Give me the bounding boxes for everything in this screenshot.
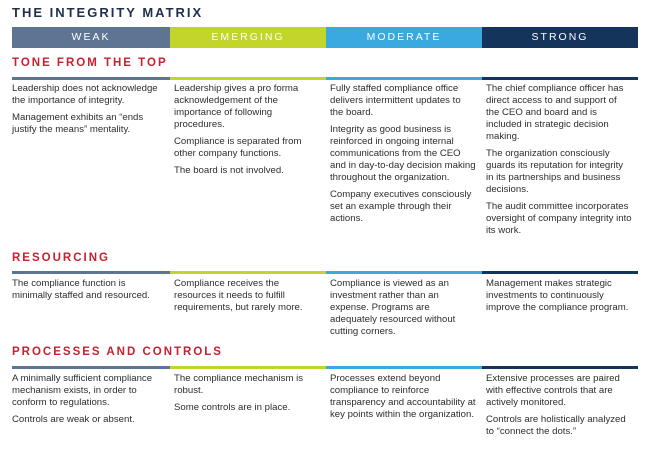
cell-processes-weak xyxy=(12,373,170,443)
cell-text: Leadership gives a pro forma acknowledgement of the importance of following procedures. xyxy=(174,83,299,130)
cell-text: Extensive processes are paired with effective controls that are actively monitored. xyxy=(486,373,620,408)
cell-text: Fully staffed compliance office delivers intermittent updates to the board. xyxy=(330,83,461,118)
cell-resourcing-emerging xyxy=(170,278,326,343)
cell-text: Compliance is viewed as an investment rather than an expense. Programs are adequately resourced without cutting corners. xyxy=(330,278,456,337)
cell-text: Leadership does not acknowledge the importance of integrity. xyxy=(12,83,158,106)
cell-text: The organization consciously guards its reputation for integrity in its partnerships and business decisions. xyxy=(486,148,624,195)
section-rule-resourcing xyxy=(12,271,638,274)
cell-text: Integrity as good business is reinforced in ongoing internal communications from the CEO and in day-to-day decision making throughout the organization. xyxy=(330,124,476,183)
section-title-resourcing: RESOURCING xyxy=(12,252,110,264)
cell-text: Management exhibits an “ends justify the means” mentality. xyxy=(12,112,144,135)
cell-resourcing-moderate xyxy=(326,278,482,343)
column-header-moderate: MODERATE xyxy=(326,27,482,48)
cell-text: The compliance function is minimally staffed and resourced. xyxy=(12,278,150,301)
cell-tone-strong xyxy=(482,83,638,242)
cell-text: Company executives consciously set an example through their actions. xyxy=(330,189,472,224)
cell-text: The board is not involved. xyxy=(174,165,284,176)
cell-text: Compliance receives the resources it needs to fulfill requirements, but rarely more. xyxy=(174,278,303,313)
cell-processes-moderate xyxy=(326,373,482,443)
column-header-strong: STRONG xyxy=(482,27,638,48)
cell-resourcing-strong xyxy=(482,278,638,343)
page-title: THE INTEGRITY MATRIX xyxy=(12,5,204,20)
column-header-emerging: EMERGING xyxy=(170,27,326,48)
cell-text: Controls are holistically analyzed to “connect the dots.” xyxy=(486,414,626,437)
section-rule-processes xyxy=(12,366,638,369)
cell-tone-weak xyxy=(12,83,170,242)
cell-text: A minimally sufficient compliance mechanism exists, in order to conform to regulations. xyxy=(12,373,153,408)
cell-text: Compliance is separated from other company functions. xyxy=(174,136,302,159)
cell-text: The audit committee incorporates oversight of company integrity into its work. xyxy=(486,201,632,236)
section-row-processes xyxy=(12,373,638,443)
section-row-resourcing xyxy=(12,278,638,343)
cell-text: Some controls are in place. xyxy=(174,402,291,413)
cell-text: Controls are weak or absent. xyxy=(12,414,135,425)
cell-text: The chief compliance officer has direct access to and support of the CEO and board and is included in strategic decision making. xyxy=(486,83,624,142)
section-title-processes: PROCESSES AND CONTROLS xyxy=(12,346,223,358)
cell-tone-moderate xyxy=(326,83,482,242)
cell-processes-emerging xyxy=(170,373,326,443)
column-header-bar xyxy=(12,27,638,48)
cell-text: Processes extend beyond compliance to reinforce transparency and accountability at key points within the organization. xyxy=(330,373,476,420)
cell-text: Management makes strategic investments to continuously improve the compliance program. xyxy=(486,278,629,313)
cell-text: The compliance mechanism is robust. xyxy=(174,373,304,396)
column-header-weak: WEAK xyxy=(12,27,170,48)
cell-tone-emerging xyxy=(170,83,326,242)
section-title-tone: TONE FROM THE TOP xyxy=(12,57,168,69)
cell-resourcing-weak xyxy=(12,278,170,343)
cell-processes-strong xyxy=(482,373,638,443)
section-rule-tone xyxy=(12,77,638,80)
section-row-tone xyxy=(12,83,638,242)
